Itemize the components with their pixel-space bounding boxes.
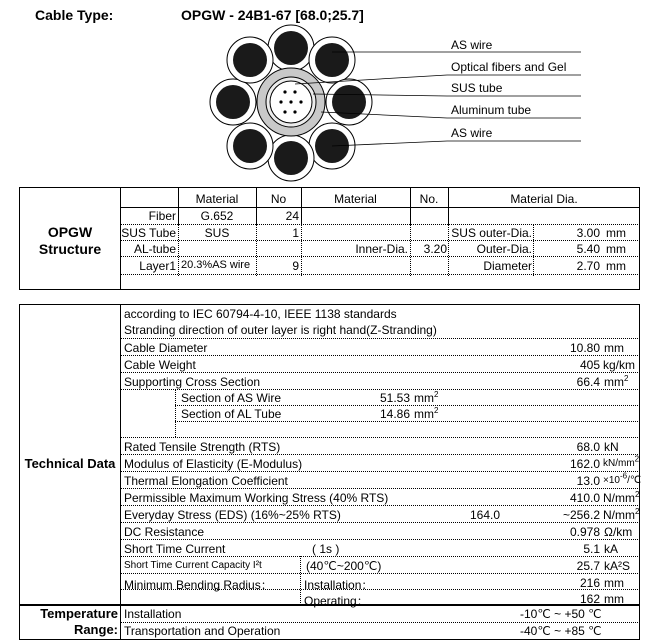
row-material-sus-tube: SUS (204, 226, 230, 240)
tech-value-cable-weight: 405 (579, 358, 600, 372)
tech-label-thermal-elongation: Thermal Elongation Coefficient (124, 474, 288, 488)
row-dia-label-al: Outer-Dia. (476, 242, 532, 256)
label-optical-fibers-gel: Optical fibers and Gel (451, 60, 567, 74)
tech-unit-cable-diameter: mm (604, 341, 624, 355)
tech-unit-dc-resistance: Ω/km (604, 525, 633, 539)
tech-label-section-as-wire: Section of AS Wire (181, 391, 282, 405)
tech-unit-short-time-current: kA (604, 542, 619, 556)
structure-title-line1: OPGW (47, 224, 93, 240)
tech-label-eds: Everyday Stress (EDS) (16%~25% RTS) (124, 508, 341, 522)
tech-value-bending-installation: 216 (579, 576, 600, 590)
temp-label-transport-operation: Transportation and Operation (124, 624, 281, 638)
row-no-sus-tube: 1 (292, 226, 299, 240)
tech-unit-bending-operating: mm (604, 592, 624, 606)
cable-type-value: OPGW - 24B1-67 [68.0;25.7] (181, 7, 364, 23)
tech-label-dc-resistance: DC Resistance (124, 525, 205, 539)
tech-label-max-working-stress: Permissible Maximum Working Stress (40% RTS) (124, 491, 389, 505)
tech-label-e-modulus: Modulus of Elasticity (E-Modulus) (124, 457, 303, 471)
row-name-sus-tube: SUS Tube (121, 226, 176, 240)
row-dia-unit-sus: mm (606, 226, 626, 240)
cable-cross-section-diagram (195, 22, 585, 182)
structure-title-line2: Structure (38, 241, 102, 257)
tech-unit-cable-weight: kg/km (603, 358, 636, 372)
tech-mid-eds: 164.0 (469, 508, 500, 522)
row-dia-unit-layer1: mm (606, 259, 626, 273)
tech-label-section-al-tube: Section of AL Tube (181, 407, 282, 421)
tech-value-cable-diameter: 10.80 (569, 341, 600, 355)
row-name-layer1: Layer1 (139, 259, 176, 273)
row-dia-label-sus: SUS outer-Dia. (451, 226, 532, 240)
tech-value-max-working-stress: 410.0 (569, 491, 600, 505)
tech-unit-section-al-tube: $mm^2$ (414, 406, 439, 421)
tech-value-e-modulus: 162.0 (569, 457, 600, 471)
tech-value-thermal-elongation: 13.0 (576, 474, 600, 488)
temp-value-installation: -10℃ ~ +50 ℃ (520, 607, 602, 621)
tech-mid-short-time-current: ( 1s ) (312, 542, 340, 556)
label-as-wire-top: AS wire (451, 38, 493, 52)
technical-note-standards: according to IEC 60794-4-10, IEEE 1138 standards (124, 307, 397, 321)
label-as-wire-bottom: AS wire (451, 126, 493, 140)
tech-mid-operating: Operating： (304, 594, 369, 608)
tech-unit-short-time-capacity: kA²S (604, 559, 631, 573)
tech-value-bending-operating: 162 (579, 592, 600, 606)
tech-value-dc-resistance: 0.978 (569, 525, 600, 539)
row-name-al-tube: AL-tube (133, 242, 176, 256)
tech-label-rts: Rated Tensile Strength (RTS) (124, 440, 281, 454)
tech-unit-eds: $N/mm^2$ (603, 507, 640, 522)
tech-label-cross-section: Supporting Cross Section (124, 375, 261, 389)
tech-value-section-as-wire: 51.53 (379, 391, 410, 405)
tech-value-cross-section: 66.4 (576, 375, 600, 389)
row-name-fiber: Fiber (148, 209, 176, 223)
row-material-fiber: G.652 (200, 209, 234, 223)
tech-value-short-time-capacity: 25.7 (576, 559, 600, 573)
col-header-material-2: Material (334, 192, 377, 206)
row-no-layer1: 9 (292, 259, 299, 273)
row-dia-value-sus: 3.00 (576, 226, 600, 240)
row-material-layer1: 20.3%AS wire (181, 259, 251, 271)
row-dia-label-layer1: Diameter (483, 259, 532, 273)
temperature-title-line2: Range: (73, 622, 118, 637)
row-dia-unit-al: mm (606, 242, 626, 256)
col-header-no: No (270, 192, 287, 206)
tech-unit-max-working-stress: $N/mm^2$ (603, 490, 640, 505)
tech-value-eds: ~256.2 (562, 508, 600, 522)
tech-unit-rts: kN (604, 440, 619, 454)
row-inner-dia-label: Inner-Dia. (355, 242, 408, 256)
tech-label-cable-diameter: Cable Diameter (124, 341, 208, 355)
tech-unit-bending-installation: mm (604, 576, 624, 590)
label-aluminum-tube: Aluminum tube (451, 103, 532, 117)
technical-note-stranding: Stranding direction of outer layer is right hand(Z-Stranding) (124, 323, 437, 337)
tech-value-rts: 68.0 (576, 440, 600, 454)
tech-value-section-al-tube: 14.86 (379, 407, 410, 421)
row-inner-dia-value: 3.20 (423, 242, 447, 256)
tech-mid-short-time-capacity: (40℃~200℃) (306, 559, 382, 573)
tech-unit-e-modulus: $kN/mm^2$ (603, 454, 640, 469)
tech-unit-cross-section: $mm^2$ (604, 374, 629, 389)
tech-label-cable-weight: Cable Weight (124, 358, 196, 372)
temp-label-installation: Installation (124, 607, 182, 621)
col-header-no-2: No. (419, 192, 439, 206)
cable-type-label: Cable Type: (35, 7, 114, 23)
row-dia-value-layer1: 2.70 (576, 259, 600, 273)
tech-label-bending-radius: Minimum Bending Radius： (124, 578, 273, 592)
temp-value-transport-operation: -40℃ ~ +85 ℃ (520, 624, 602, 638)
tech-unit-section-as-wire: $mm^2$ (414, 390, 439, 405)
tech-label-short-time-capacity: Short Time Current Capacity I²t (124, 560, 262, 571)
tech-mid-installation: Installation： (304, 578, 374, 592)
tech-unit-thermal-elongation: $\times 10^{-6}/℃$ (603, 471, 642, 486)
row-dia-value-al: 5.40 (576, 242, 600, 256)
label-sus-tube: SUS tube (451, 81, 503, 95)
tech-label-short-time-current: Short Time Current (124, 542, 226, 556)
col-header-material-dia: Material Dia. (510, 192, 578, 206)
row-no-fiber: 24 (285, 209, 299, 223)
tech-value-short-time-current: 5.1 (583, 542, 600, 556)
col-header-material: Material (195, 192, 239, 206)
temperature-title-line1: Temperature (40, 606, 118, 621)
technical-title: Technical Data (24, 456, 116, 471)
